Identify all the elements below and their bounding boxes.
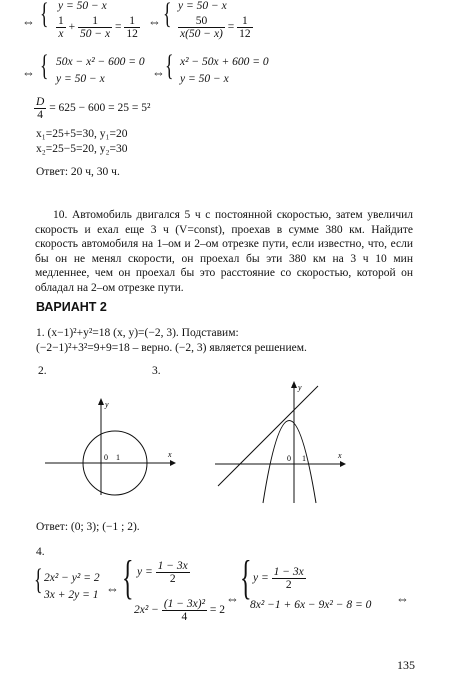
item1-line1: 1. (x−1)²+y²=18 (x, y)=(−2, 3). Подставим: [36,327,239,339]
y-axis-label: y [298,383,302,392]
system1b-line1: y = 50 − x [178,0,227,12]
system2b-line2: y = 50 − x [180,73,229,85]
brace: { [165,49,174,82]
item4-label: 4. [36,546,45,558]
brace: { [163,0,172,30]
x-axis-label: x [168,450,172,459]
equiv-symbol: ⇔ [152,65,165,80]
origin-label: 0 [287,454,291,463]
system4b-line1: y = $\frac{1 - 3x}{2}$ [137,560,188,585]
variant-heading: ВАРИАНТ 2 [36,300,107,314]
item1-line2: (−2−1)²+3²=9+9=18 – верно. (−2, 3) является решением. [36,342,307,354]
item3-label: 3. [152,365,161,377]
equiv-symbol: ⇔ [148,14,161,29]
x-axis-arrow [340,461,346,467]
equiv-symbol: ⇔ [226,591,239,606]
system1b-line2: $\frac{50}{x(50 - x)}$ = $\frac{1}{12}$ [180,15,251,40]
brace: { [40,49,49,82]
y-axis-arrow [98,398,104,405]
equiv-symbol: ⇔ [22,65,35,80]
item2-label: 2. [38,365,47,377]
brace: { [40,0,49,30]
system4c-line1: y = $\frac{1 - 3x}{2}$ [253,566,304,591]
equiv-symbol: ⇔ [396,591,409,606]
answer-item2: Ответ: (0; 3); (−1 ; 2). [36,521,140,533]
brace: { [34,563,43,596]
discriminant-line: $\frac{D}{4}$ = 625 − 600 = 25 = 5² [36,96,151,121]
equiv-symbol: ⇔ [106,581,119,596]
circle-graph [40,395,180,500]
system1-line2: $\frac{1}{x}$ + $\frac{1}{50 - x}$ = $\frac{1}{12}$ [58,15,138,40]
y-axis-arrow [291,381,297,388]
answer-line: Ответ: 20 ч, 30 ч. [36,166,120,178]
system2b-line1: x² − 50x + 600 = 0 [180,56,269,68]
root-x1-line: x₁=25+5=30, y₁=20 [36,128,128,140]
tick-label-one: 1 [302,454,306,463]
system4b-line2: 2x² − $\frac{\text{(1 − 3x)²}}{4}$ = 2 [134,598,226,623]
problem-10-text: 10. Автомобиль двигался 5 ч с постоянной скоростью, затем увеличил скорость и ехал еще 3 ч (V=const), проехав в сумме 380 км. Найдите скорость автомобиля на 1–ом и 2–ом отрезке пути, если известно, что, если бы он не менял скорости, он проехал бы эти 380 км на 3 ч 10 мин медленнее, чем он проехал бы это расстояние со скоростью, которой он обладал на 2–ом отрезке пути. [35,209,413,294]
parabola-graph [210,378,350,508]
x-axis-arrow [170,460,176,466]
y-axis-label: y [105,400,109,409]
line-graph [218,386,318,486]
system4c-line2: 8x² −1 + 6x − 9x² − 8 = 0 [250,599,372,611]
system1-line1: y = 50 − x [58,0,107,12]
system4-line1: 2x² − y² = 2 [44,572,100,584]
system2-line2: y = 50 − x [56,73,105,85]
root-x2-line: x₂=25−5=20, y₂=30 [36,143,128,155]
system4-line2: 3x + 2y = 1 [44,589,99,601]
equiv-symbol: ⇔ [22,14,35,29]
page-number: 135 [397,658,415,672]
system2-line1: 50x − x² − 600 = 0 [56,56,145,68]
origin-label: 0 [104,453,108,462]
tick-label-one: 1 [116,453,120,462]
brace: { [240,551,252,604]
brace: { [122,551,134,604]
x-axis-label: x [338,451,342,460]
